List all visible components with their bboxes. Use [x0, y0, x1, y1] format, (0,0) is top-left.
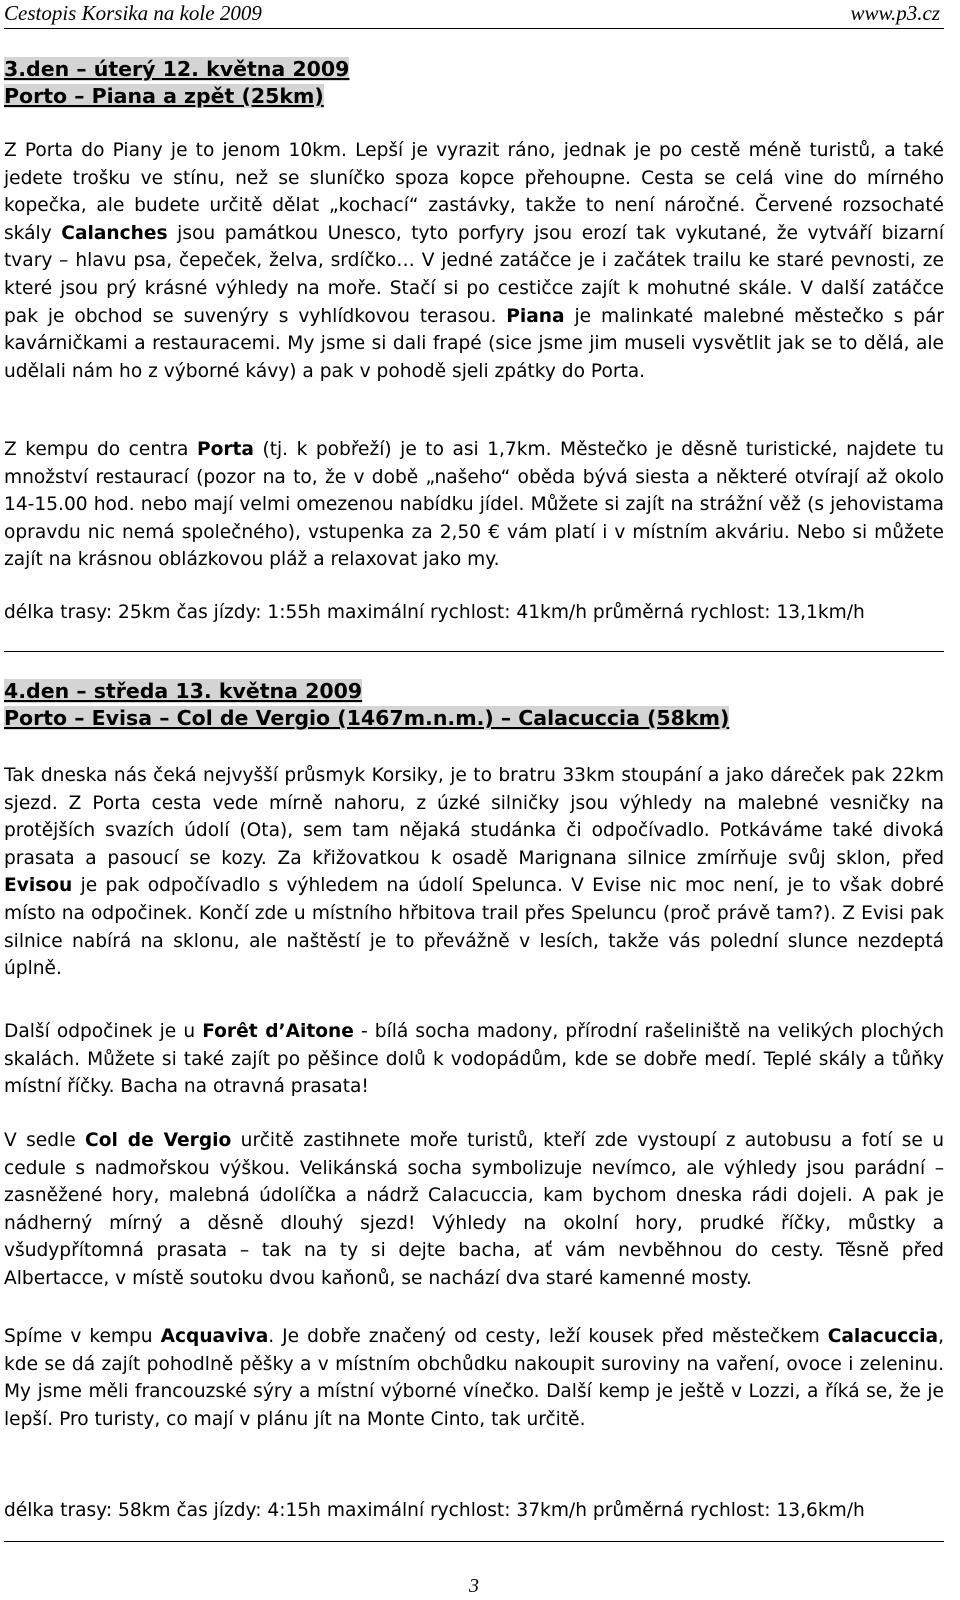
- text-run: (tj. k pobřeží) je to asi 1,7km. Městečko je děsně turistické, najdete tu množství restaurací (pozor na to, že v době „našeho“ oběda bývá siesta a některé otvírají až okolo 14-15.00 hod. nebo mají velmi omezenou nabídku jídel. Můžete si zajít na strážní věž (s jehovistama opravdu nic nemá společného), vstupenka za 2,50 € vám platí i v místním akváriu. Nebo si můžete zajít na krásnou oblázkovou pláž a relaxovat jako my.: [4, 439, 945, 571]
- page-number: 3: [469, 1575, 479, 1597]
- text-run: Z kempu do centra: [4, 439, 197, 460]
- header-title: Cestopis Korsika na kole 2009: [4, 1, 262, 25]
- day3-stats: délka trasy: 25km čas jízdy: 1:55h maximální rychlost: 41km/h průměrná rychlost: 13,1km/h: [4, 602, 865, 623]
- text-run: Tak dneska nás čeká nejvyšší průsmyk Korsiky, je to bratru 33km stoupání a jako dáreček pak 22km sjezd. Z Porta cesta vede mírně nahoru, z úzké silničky jsou výhledy na malebné vesničky na protějších svazích údolí (Ota), sem tam nějaká studánka či odpočívadlo. Potkáváme také divoká prasata a pasoucí se kozy. Za křižovatkou k osadě Marignana silnice zmírňuje svůj sklon, před: [4, 765, 944, 869]
- running-header: [4, 0, 944, 29]
- day4-route-heading: Porto – Evisa – Col de Vergio (1467m.n.m.) – Calacuccia (58km): [4, 706, 730, 730]
- paragraph-text: [4, 1323, 944, 1433]
- text-run: Další odpočinek je u: [4, 1021, 203, 1042]
- day4-paragraph-2: [4, 1018, 944, 1101]
- day3-paragraph-2: [4, 436, 944, 574]
- paragraph-text: [4, 762, 944, 983]
- paragraph-text: [4, 436, 944, 574]
- day4-heading: [4, 678, 944, 732]
- bold-place-name: Calanches: [61, 222, 168, 244]
- footer-rule: [4, 1541, 944, 1542]
- day4-paragraph-4: [4, 1323, 944, 1433]
- day3-paragraph-1: [4, 137, 944, 385]
- text-run: Spíme v kempu: [4, 1326, 161, 1347]
- text-run: je pak odpočívadlo s výhledem na údolí Spelunca. V Evise nic moc není, je to však dobré místo na odpočinek. Končí zde u místního hřbitova trail přes Speluncu (proč právě tam?). Z Evisi pak silnice nabírá na sklonu, ale naštěstí je to převážně v lesích, takže vás polední slunce nezdeptá úplně.: [4, 875, 944, 980]
- text-run: - bílá socha madony, přírodní rašeliniště na velikých plochých skalách. Můžete si také zajít po pěšince dolů k vodopádům, kde se dobře medí. Teplé skály a tůňky místní říčky. Bacha na otravná prasata!: [4, 1021, 944, 1098]
- paragraph-text: [4, 1127, 944, 1293]
- paragraph-text: [4, 137, 944, 385]
- day3-date-heading: 3.den – úterý 12. května 2009: [4, 57, 350, 81]
- bold-place-name: Col de Vergio: [85, 1130, 232, 1151]
- day4-paragraph-1: [4, 762, 944, 983]
- day4-paragraph-3: [4, 1127, 944, 1293]
- bold-place-name: Forêt d’Aitone: [202, 1021, 354, 1042]
- bold-place-name: Evisou: [4, 875, 73, 897]
- bold-place-name: Porta: [196, 439, 254, 460]
- bold-place-name: Acquaviva: [160, 1326, 269, 1347]
- text-run: je malinkaté malebné městečko s pár kavárničkami a restauracemi. My jsme si dali frapé (sice jsme jim museli vysvětlit jak se to dělá, ale udělali nám ho z výborné kávy) a pak v pohodě sjeli zpátky do Porta.: [4, 305, 944, 382]
- text-run: , kde se dá zajít pohodlně pěšky a v místním obchůdku nakoupit suroviny na vaření, ovoce i zeleninu. My jsme měli francouzské sýry a místní výborné vínečko. Další kemp je ještě v Lozzi, a říká se, že je lepší. Pro turisty, co mají v plánu jít na Monte Cinto, tak určitě.: [4, 1326, 944, 1430]
- text-run: . Je dobře značený od cesty, leží kousek před městečkem: [268, 1326, 828, 1347]
- paragraph-text: [4, 1018, 944, 1101]
- text-run: Z Porta do Piany je to jenom 10km. Lepší je vyrazit ráno, jednak je po cestě méně turistů, a také jedete trošku ve stínu, než se sluníčko spoza kopce přehoupne. Cesta se celá vine do mírného kopečka, ale budete určitě dělat „kochací“ zastávky, takže to není náročné. Červené rozsochaté skály: [4, 140, 944, 244]
- section-divider: [4, 651, 944, 652]
- text-run: V sedle: [4, 1130, 86, 1151]
- day3-heading: [4, 56, 944, 110]
- day3-route-heading: Porto – Piana a zpět (25km): [4, 84, 324, 108]
- header-url: www.p3.cz: [850, 1, 940, 25]
- text-run: určitě zastihnete moře turistů, kteří zde vystoupí z autobusu a fotí se u cedule s nadmořskou výškou. Velikánská socha symbolizuje nevímco, ale výhledy jsou parádní – zasněžené hory, malebná údolíčka a nádrž Calacuccia, kam bychom dneska rádi dojeli. A pak je nádherný mírný a děsně dlouhý sjezd! Výhledy na okolní hory, prudké říčky, můstky a všudypřítomná prasata – tak na ty si dejte bacha, ať vám nevběhnou do cesty. Těsně před Albertacce, v místě soutoku dvou kaňonů, se nachází dva staré kamenné mosty.: [4, 1130, 944, 1289]
- day4-date-heading: 4.den – středa 13. května 2009: [4, 679, 363, 703]
- day4-stats: délka trasy: 58km čas jízdy: 4:15h maximální rychlost: 37km/h průměrná rychlost: 13,6km/h: [4, 1500, 865, 1521]
- bold-place-name: Piana: [506, 305, 565, 327]
- text-run: jsou památkou Unesco, tyto porfyry jsou erozí tak vykutané, že vytváří bizarní tvary – hlavu psa, čepeček, želva, srdíčko… V jedné zatáčce je i začátek trailu ke staré pevnosti, ze které jsou prý krásné výhledy na moře. Stačí si po cestičce zajít k mohutné skále. V další zatáčce pak je obchod se suvenýry s vyhlídkovou terasou.: [4, 222, 944, 327]
- bold-place-name: Calacuccia: [827, 1326, 939, 1347]
